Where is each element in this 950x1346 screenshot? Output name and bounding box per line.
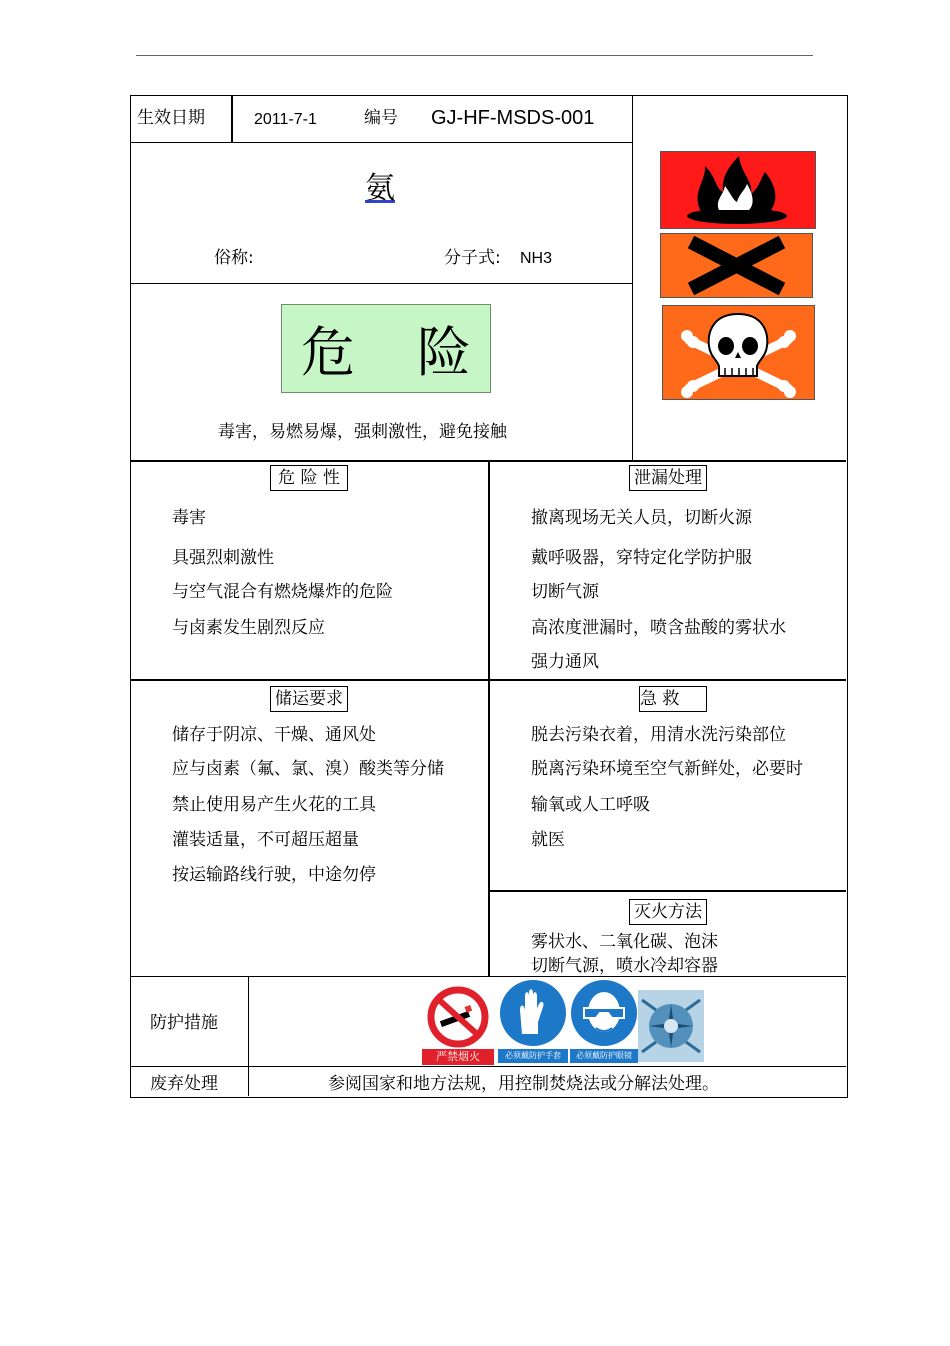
chemical-name: 氨	[365, 171, 395, 206]
effective-date-label: 生效日期	[137, 108, 205, 128]
gloves-icon	[498, 978, 568, 1048]
storage-item: 储存于阴凉、干燥、通风处	[172, 725, 376, 745]
chemical-formula: NH3	[520, 250, 553, 267]
grid-line	[130, 1066, 846, 1067]
gloves-sign	[498, 978, 568, 1065]
first-aid-title: 急 救	[639, 686, 707, 712]
grid-line	[632, 95, 633, 461]
fire-title: 灭火方法	[629, 899, 707, 925]
first-aid-item: 脱离污染环境至空气新鲜处，必要时	[531, 759, 803, 779]
goggles-sign	[570, 978, 638, 1065]
flammable-pictogram	[660, 151, 816, 229]
signal-word-box	[281, 304, 533, 393]
storage-title: 储运要求	[270, 686, 348, 712]
toxic-pictogram	[662, 305, 815, 400]
storage-item: 灌装适量，不可超压超量	[172, 830, 359, 850]
sign-caption: 必须戴防护手套	[498, 1049, 568, 1063]
grid-line	[130, 976, 846, 977]
grid-line	[248, 976, 249, 1096]
goggles-icon	[570, 978, 638, 1048]
storage-item: 禁止使用易产生火花的工具	[172, 795, 376, 815]
sign-caption: 必须戴防护眼镜	[570, 1049, 638, 1063]
hazard-item: 与空气混合有燃烧爆炸的危险	[172, 582, 393, 602]
grid-line	[488, 890, 846, 892]
flame-icon	[661, 152, 815, 228]
number-label: 编号	[364, 108, 398, 128]
grid-line	[130, 142, 632, 143]
grid-line	[488, 460, 490, 976]
harmful-pictogram	[660, 233, 813, 298]
fire-item: 雾状水、二氧化碳、泡沫	[531, 932, 718, 952]
disposal-label: 废弃处理	[150, 1074, 218, 1094]
signal-word: 危险	[301, 321, 533, 384]
hazards-title: 危 险 性	[270, 465, 348, 491]
leak-item: 撤离现场无关人员，切断火源	[531, 508, 752, 528]
document-number: GJ-HF-MSDS-001	[431, 107, 595, 129]
leak-item: 高浓度泄漏时，喷含盐酸的雾状水	[531, 618, 786, 638]
first-aid-item: 脱去污染衣着，用清水洗污染部位	[531, 725, 786, 745]
hazard-item: 与卤素发生剧烈反应	[172, 618, 325, 638]
grid-line	[130, 679, 846, 681]
hazard-item: 毒害	[172, 508, 206, 528]
disposal-text: 参阅国家和地方法规，用控制焚烧法或分解法处理。	[328, 1074, 719, 1094]
harmful-x-icon	[661, 234, 812, 297]
hazard-summary: 毒害，易燃易爆，强刺激性，避免接触	[218, 422, 507, 442]
grid-line	[130, 283, 632, 284]
storage-item: 按运输路线行驶，中途勿停	[172, 865, 376, 885]
leak-item: 戴呼吸器，穿特定化学防护服	[531, 548, 752, 568]
grid-line	[231, 95, 233, 143]
formula-label: 分子式:	[444, 248, 501, 268]
leak-title: 泄漏处理	[629, 465, 707, 491]
effective-date-value: 2011-7-1	[254, 111, 317, 128]
fire-item: 切断气源，喷水冷却容器	[531, 956, 718, 976]
skull-crossbones-icon	[663, 306, 814, 399]
no-smoking-sign	[420, 985, 496, 1065]
respirator-icon	[638, 990, 704, 1062]
common-name-label: 俗称:	[214, 248, 254, 268]
first-aid-item: 就医	[531, 830, 565, 850]
no-smoking-icon	[420, 985, 496, 1049]
sign-caption: 严禁烟火	[422, 1049, 494, 1065]
protection-label: 防护措施	[150, 1013, 218, 1033]
storage-item: 应与卤素（氟、氯、溴）酸类等分储	[172, 759, 444, 779]
leak-item: 强力通风	[531, 652, 599, 672]
hazard-item: 具强烈刺激性	[172, 548, 274, 568]
page-top-rule	[136, 55, 813, 56]
first-aid-item: 输氧或人工呼吸	[531, 795, 650, 815]
leak-item: 切断气源	[531, 582, 599, 602]
respirator-sign	[638, 990, 704, 1062]
